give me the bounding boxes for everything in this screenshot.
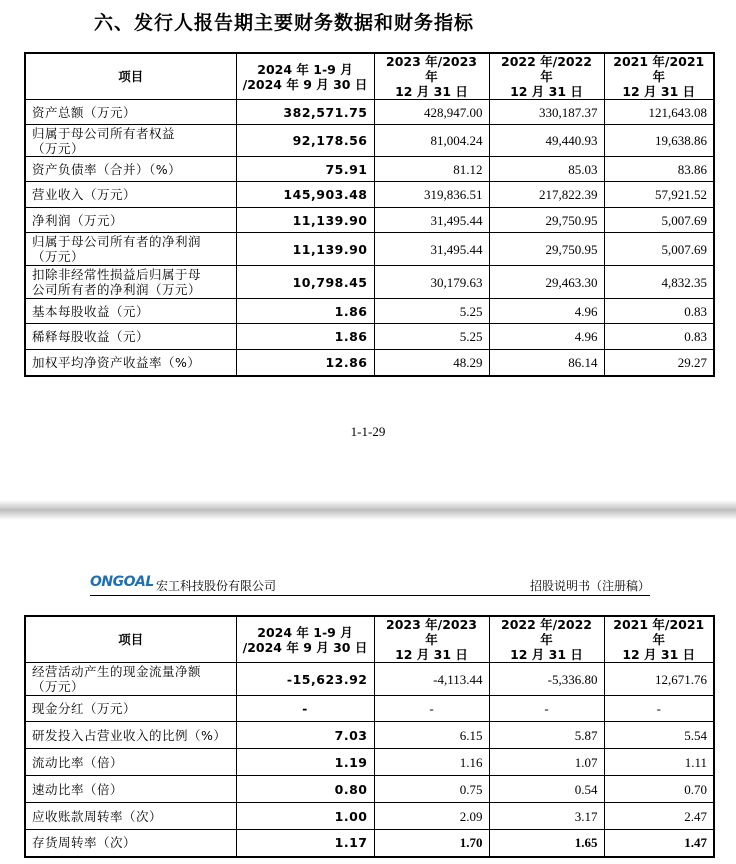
table-row	[25, 324, 714, 350]
table-row	[25, 350, 714, 376]
financial-table-1	[24, 52, 715, 377]
cell-period-4: 0.70	[604, 776, 714, 803]
cell-period-1: 1.19	[236, 749, 374, 776]
header-rule	[90, 595, 650, 596]
cell-period-4: 5,007.69	[604, 233, 714, 266]
row-label: 扣除非经常性损益后归属于母 公司所有者的净利润（万元）	[25, 266, 236, 299]
row-label: 研发投入占营业收入的比例（%）	[25, 722, 236, 749]
cell-period-2: 2.09	[374, 803, 489, 830]
cell-period-4: 1.47	[604, 830, 714, 857]
cell-period-3: 29,463.30	[489, 266, 604, 299]
table-row	[25, 749, 714, 776]
header-period-1: 2024 年 1-9 月 /2024 年 9 月 30 日	[236, 616, 374, 663]
cell-period-3: 330,187.37	[489, 100, 604, 125]
table-row	[25, 776, 714, 803]
document-type: 招股说明书（注册稿）	[529, 579, 650, 593]
cell-period-2: -	[374, 696, 489, 722]
cell-period-1: 10,798.45	[236, 266, 374, 299]
table-row	[25, 663, 714, 696]
cell-period-3: 217,822.39	[489, 182, 604, 208]
header-period-2: 2023 年/2023 年 12 月 31 日	[374, 616, 489, 663]
cell-period-4: 83.86	[604, 157, 714, 182]
cell-period-4: 29.27	[604, 350, 714, 376]
cell-period-3: 5.87	[489, 722, 604, 749]
table-header-row	[25, 616, 714, 663]
cell-period-2: 5.25	[374, 324, 489, 350]
row-label: 资产总额（万元）	[25, 100, 236, 125]
header-period-3: 2022 年/2022 年 12 月 31 日	[489, 53, 604, 100]
cell-period-4: 4,832.35	[604, 266, 714, 299]
page-separator	[0, 500, 736, 520]
row-label: 净利润（万元）	[25, 208, 236, 233]
cell-period-3: 0.54	[489, 776, 604, 803]
header-period-4: 2021 年/2021 年 12 月 31 日	[604, 616, 714, 663]
cell-period-3: 86.14	[489, 350, 604, 376]
cell-period-1: 11,139.90	[236, 233, 374, 266]
row-label: 基本每股收益（元）	[25, 299, 236, 324]
cell-period-3: 1.07	[489, 749, 604, 776]
cell-period-1: 1.17	[236, 830, 374, 857]
cell-period-1: 1.86	[236, 299, 374, 324]
cell-period-1: 1.86	[236, 324, 374, 350]
cell-period-2: -4,113.44	[374, 663, 489, 696]
row-label: 流动比率（倍）	[25, 749, 236, 776]
cell-period-1: 7.03	[236, 722, 374, 749]
table-header-row	[25, 53, 714, 100]
table-row	[25, 266, 714, 299]
cell-period-1: 145,903.48	[236, 182, 374, 208]
cell-period-1: 12.86	[236, 350, 374, 376]
cell-period-2: 0.75	[374, 776, 489, 803]
table-row	[25, 722, 714, 749]
cell-period-1: -	[236, 696, 374, 722]
cell-period-1: 75.91	[236, 157, 374, 182]
row-label: 稀释每股收益（元）	[25, 324, 236, 350]
table-row	[25, 233, 714, 266]
cell-period-3: 1.65	[489, 830, 604, 857]
header-period-4: 2021 年/2021 年 12 月 31 日	[604, 53, 714, 100]
cell-period-2: 81.12	[374, 157, 489, 182]
cell-period-4: 121,643.08	[604, 100, 714, 125]
row-label: 归属于母公司所有者权益 （万元）	[25, 125, 236, 157]
cell-period-3: 29,750.95	[489, 208, 604, 233]
section-title: 六、发行人报告期主要财务数据和财务指标	[94, 12, 475, 34]
cell-period-4: 1.11	[604, 749, 714, 776]
cell-period-3: -5,336.80	[489, 663, 604, 696]
row-label: 速动比率（倍）	[25, 776, 236, 803]
cell-period-4: 5,007.69	[604, 208, 714, 233]
cell-period-2: 1.16	[374, 749, 489, 776]
cell-period-4: 12,671.76	[604, 663, 714, 696]
table-row	[25, 100, 714, 125]
cell-period-1: -15,623.92	[236, 663, 374, 696]
row-label: 现金分红（万元）	[25, 696, 236, 722]
cell-period-3: 29,750.95	[489, 233, 604, 266]
row-label: 应收账款周转率（次）	[25, 803, 236, 830]
company-logo: ONGOAL	[90, 574, 154, 590]
cell-period-4: 0.83	[604, 299, 714, 324]
cell-period-4: -	[604, 696, 714, 722]
cell-period-3: 85.03	[489, 157, 604, 182]
cell-period-4: 57,921.52	[604, 182, 714, 208]
cell-period-2: 5.25	[374, 299, 489, 324]
row-label: 经营活动产生的现金流量净额 （万元）	[25, 663, 236, 696]
page-number: 1-1-29	[350, 424, 386, 439]
table-row	[25, 696, 714, 722]
cell-period-2: 81,004.24	[374, 125, 489, 157]
row-label: 资产负债率（合并）（%）	[25, 157, 236, 182]
table-row	[25, 157, 714, 182]
cell-period-1: 0.80	[236, 776, 374, 803]
row-label: 营业收入（万元）	[25, 182, 236, 208]
table-row	[25, 299, 714, 324]
financial-table-2	[24, 615, 715, 858]
table-row	[25, 830, 714, 857]
company-name: 宏工科技股份有限公司	[156, 579, 277, 593]
cell-period-4: 0.83	[604, 324, 714, 350]
cell-period-3: 3.17	[489, 803, 604, 830]
header-item: 项目	[25, 616, 236, 663]
cell-period-3: 4.96	[489, 324, 604, 350]
header-period-3: 2022 年/2022 年 12 月 31 日	[489, 616, 604, 663]
cell-period-2: 31,495.44	[374, 233, 489, 266]
cell-period-2: 319,836.51	[374, 182, 489, 208]
table-row	[25, 208, 714, 233]
cell-period-1: 1.00	[236, 803, 374, 830]
header-period-1: 2024 年 1-9 月 /2024 年 9 月 30 日	[236, 53, 374, 100]
table-row	[25, 803, 714, 830]
header-period-2: 2023 年/2023 年 12 月 31 日	[374, 53, 489, 100]
cell-period-1: 382,571.75	[236, 100, 374, 125]
cell-period-2: 48.29	[374, 350, 489, 376]
cell-period-4: 5.54	[604, 722, 714, 749]
cell-period-3: -	[489, 696, 604, 722]
cell-period-2: 30,179.63	[374, 266, 489, 299]
cell-period-1: 92,178.56	[236, 125, 374, 157]
header-item: 项目	[25, 53, 236, 100]
cell-period-2: 1.70	[374, 830, 489, 857]
row-label: 存货周转率（次）	[25, 830, 236, 857]
cell-period-3: 49,440.93	[489, 125, 604, 157]
document-header	[90, 574, 650, 596]
cell-period-4: 19,638.86	[604, 125, 714, 157]
cell-period-1: 11,139.90	[236, 208, 374, 233]
cell-period-3: 4.96	[489, 299, 604, 324]
table-row	[25, 182, 714, 208]
row-label: 归属于母公司所有者的净利润 （万元）	[25, 233, 236, 266]
cell-period-2: 428,947.00	[374, 100, 489, 125]
table-row	[25, 125, 714, 157]
row-label: 加权平均净资产收益率（%）	[25, 350, 236, 376]
cell-period-4: 2.47	[604, 803, 714, 830]
cell-period-2: 31,495.44	[374, 208, 489, 233]
cell-period-2: 6.15	[374, 722, 489, 749]
